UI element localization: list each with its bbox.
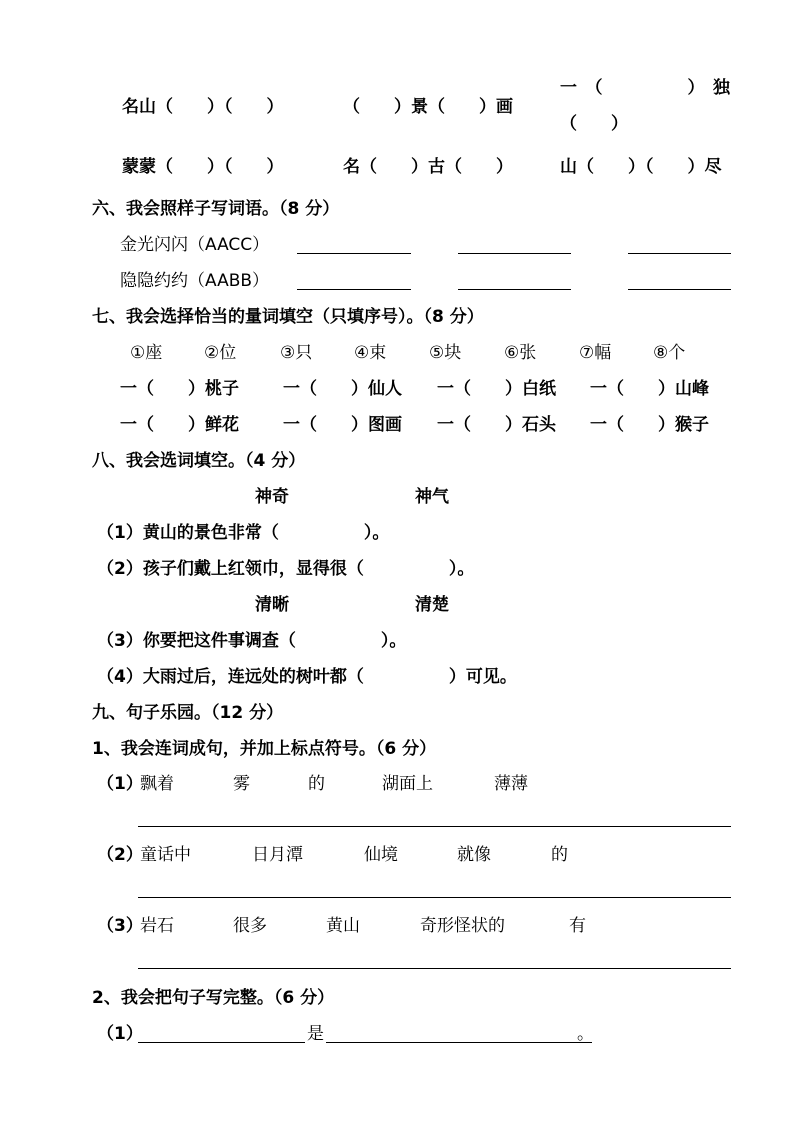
q6-answer-line[interactable] xyxy=(297,289,411,290)
q6-answer-line[interactable] xyxy=(297,253,411,254)
q9-word: 飘着 xyxy=(140,774,174,794)
q9-word: 的 xyxy=(308,774,325,794)
q7-option: ④束 xyxy=(354,343,387,363)
q7-title: 七、我会选择恰当的量词填空（只填序号）。（8 分） xyxy=(92,307,484,327)
q5-row1-a: 名山（ ）（ ） xyxy=(122,97,284,117)
q5-row1-c1: 一 （ ） 独 xyxy=(560,78,730,98)
q9-complete-number: （1） xyxy=(97,1024,143,1044)
q9-complete-blank-2[interactable] xyxy=(326,1042,592,1043)
q7-blank[interactable]: 一（ ）石头 xyxy=(437,415,556,435)
q7-blank[interactable]: 一（ ）仙人 xyxy=(283,379,402,399)
q6-example-2: 隐隐约约（AABB） xyxy=(120,271,270,291)
q6-answer-line[interactable] xyxy=(458,253,571,254)
q8-sentence-3[interactable]: （3）你要把这件事调查（ ）。 xyxy=(97,631,407,651)
q9-item-number: （3） xyxy=(97,916,143,936)
q5-row2-a: 蒙蒙（ ）（ ） xyxy=(122,157,284,177)
q9-word: 奇形怪状的 xyxy=(420,916,505,936)
q8-word-option: 神气 xyxy=(415,487,449,507)
q5-row2-c: 山（ ）（ ）尽 xyxy=(560,157,722,177)
q9-title: 九、句子乐园。（12 分） xyxy=(92,703,284,723)
q7-blank[interactable]: 一（ ）山峰 xyxy=(590,379,709,399)
q8-word-option: 神奇 xyxy=(255,487,289,507)
q9-sub1-title: 1、我会连词成句，并加上标点符号。（6 分） xyxy=(92,739,437,759)
q7-blank[interactable]: 一（ ）图画 xyxy=(283,415,402,435)
q7-option: ⑥张 xyxy=(504,343,537,363)
q5-row1-b: （ ）景（ ）画 xyxy=(343,97,513,117)
q9-word: 湖面上 xyxy=(382,774,433,794)
q7-option: ①座 xyxy=(130,343,163,363)
q9-word: 薄薄 xyxy=(494,774,528,794)
q9-word: 童话中 xyxy=(140,845,191,865)
q9-sub2-title: 2、我会把句子写完整。（6 分） xyxy=(92,988,335,1008)
q9-word: 很多 xyxy=(233,916,267,936)
q9-item-number: （1） xyxy=(97,774,143,794)
q9-word: 的 xyxy=(551,845,568,865)
q7-option: ⑤块 xyxy=(429,343,462,363)
q9-answer-line[interactable] xyxy=(138,826,731,827)
q7-option: ⑧个 xyxy=(653,343,686,363)
q7-blank[interactable]: 一（ ）白纸 xyxy=(437,379,556,399)
q9-complete-blank-1[interactable] xyxy=(138,1042,305,1043)
q8-title: 八、我会选词填空。（4 分） xyxy=(92,451,306,471)
q6-answer-line[interactable] xyxy=(628,253,731,254)
q8-sentence-1[interactable]: （1）黄山的景色非常（ ）。 xyxy=(97,523,390,543)
q9-answer-line[interactable] xyxy=(138,968,731,969)
q7-blank[interactable]: 一（ ）桃子 xyxy=(120,379,239,399)
q9-word: 仙境 xyxy=(364,845,398,865)
q9-word: 有 xyxy=(569,916,586,936)
q8-word-option: 清晰 xyxy=(255,595,289,615)
q9-word: 日月潭 xyxy=(252,845,303,865)
q8-sentence-2[interactable]: （2）孩子们戴上红领巾，显得很（ ）。 xyxy=(97,559,475,579)
q6-example-1: 金光闪闪（AACC） xyxy=(120,235,270,255)
q9-word: 黄山 xyxy=(326,916,360,936)
q9-complete-connector: 是 xyxy=(307,1024,324,1044)
q6-answer-line[interactable] xyxy=(628,289,731,290)
q9-item-number: （2） xyxy=(97,845,143,865)
q6-answer-line[interactable] xyxy=(458,289,571,290)
q8-sentence-4[interactable]: （4）大雨过后，连远处的树叶都（ ）可见。 xyxy=(97,667,517,687)
q9-word: 岩石 xyxy=(140,916,174,936)
q6-title: 六、我会照样子写词语。（8 分） xyxy=(92,199,340,219)
q7-option: ⑦幅 xyxy=(579,343,612,363)
q9-word: 就像 xyxy=(457,845,491,865)
q7-option: ②位 xyxy=(204,343,237,363)
q7-blank[interactable]: 一（ ）鲜花 xyxy=(120,415,239,435)
q9-word: 雾 xyxy=(233,774,250,794)
q7-blank[interactable]: 一（ ）猴子 xyxy=(590,415,709,435)
q5-row1-c2: （ ） xyxy=(560,114,628,134)
q5-row2-b: 名（ ）古（ ） xyxy=(343,157,513,177)
q9-complete-period: 。 xyxy=(577,1024,594,1044)
q8-word-option: 清楚 xyxy=(415,595,449,615)
q7-option: ③只 xyxy=(280,343,313,363)
q9-answer-line[interactable] xyxy=(138,897,731,898)
